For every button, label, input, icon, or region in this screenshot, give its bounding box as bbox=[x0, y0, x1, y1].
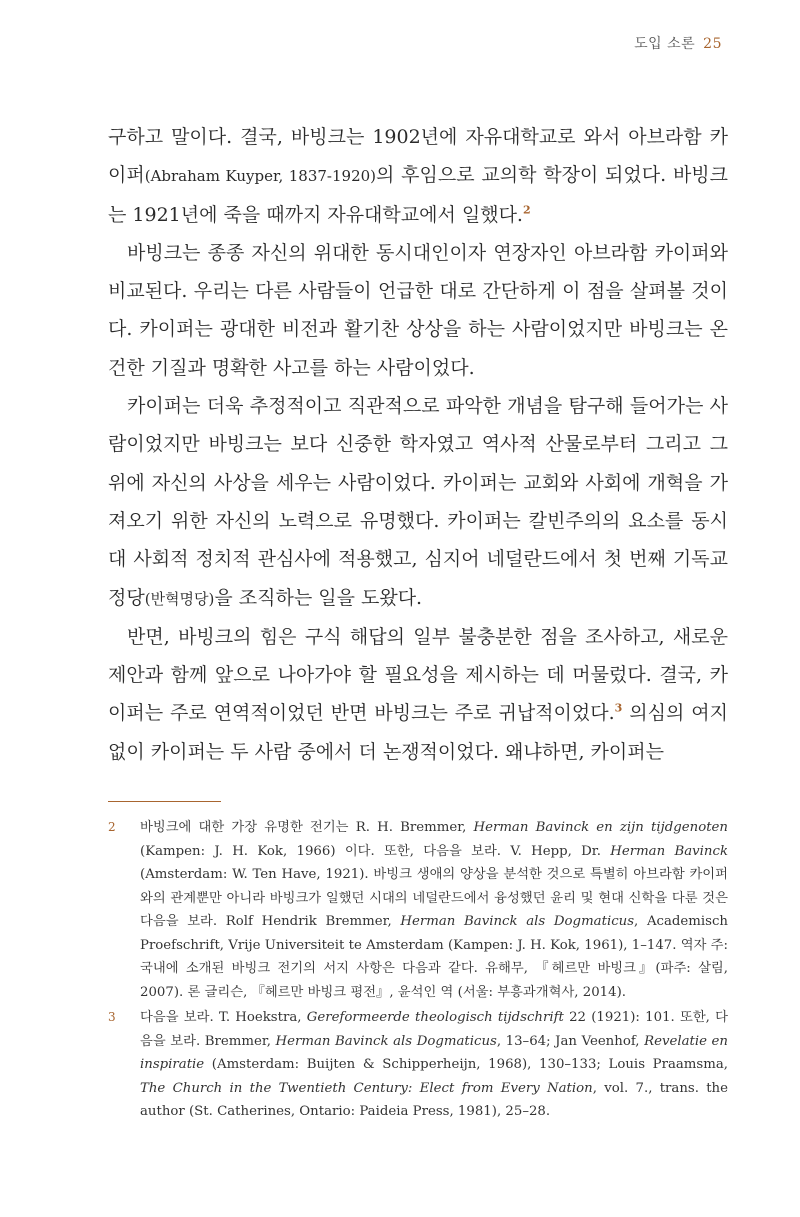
paragraph bbox=[108, 618, 728, 771]
footnotes bbox=[108, 816, 728, 1126]
footnote bbox=[108, 1006, 728, 1124]
footnote-divider bbox=[108, 801, 221, 802]
paragraph-text: 반면, 바빙크의 힘은 구식 해답의 일부 불충분한 점을 조사하고, 새로운 제안과 함께 앞으로 나아가야 할 필요성을 제시하는 데 머물렀다. 결국, 카이퍼는 주로 연역적이었던 반면 바빙크는 주로 귀납적이었다. bbox=[108, 625, 728, 725]
paragraph bbox=[108, 387, 728, 618]
main-text bbox=[108, 118, 728, 771]
footnote-number: 3 bbox=[108, 1010, 116, 1024]
running-header bbox=[634, 33, 722, 53]
footnote-ref[interactable]: 2 bbox=[522, 203, 531, 217]
chapter-title: 도입 소론 bbox=[634, 36, 696, 52]
paragraph bbox=[108, 118, 728, 234]
footnote bbox=[108, 816, 728, 1004]
footnote-ref[interactable]: 3 bbox=[614, 702, 623, 716]
paragraph-text: 카이퍼는 더욱 추정적이고 직관적으로 파악한 개념을 탐구해 들어가는 사람이었지만 바빙크는 보다 신중한 학자였고 역사적 산물로부터 그리고 그 위에 자신의 사상을 세우는 사람이었다. 카이퍼는 교회와 사회에 개혁을 가져오기 위한 자신의 노력으로 유명했다. 카이퍼는 칼빈주의의 요소를 동시대 사회적 정치적 관심사에 적용했고, 심지어 네덜란드에서 첫 번째 기독교 정당 bbox=[108, 395, 728, 609]
paragraph-text: 구하고 말이다. 결국, 바빙크는 1902년에 자유대학교로 와서 아브라함 카이퍼 bbox=[108, 126, 728, 187]
footnote-text: 바빙크에 대한 가장 유명한 전기는 R. H. Bremmer, Herman Bavinck en zijn tijdgenoten (Kampen: J. H. Kok, 1966) 이다. 또한, 다음을 보라. V. Hepp, Dr. Herman Bavinck (Amsterdam: W. Ten Have, 1921). 바빙크 생애의 양상을 분석한 것으로 특별히 아브라함 카이퍼와의 관계뿐만 아니라 바빙크가 일했던 시대의 네덜란드에서 융성했던 윤리 및 현대 신학을 다룬 것은 다음을 보라. Rolf Hendrik Bremmer, Herman Bavinck als Dogmaticus, Academisch Proefschrift, Vrije Universiteit te Amsterdam (Kampen: J. H. Kok, 1961), 1–147. 역자 주: 국내에 소개된 바빙크 전기의 서지 사항은 다음과 같다. 유해무, 『헤르만 바빙크』(파주: 살림, 2007). 론 글리슨, 『헤르만 바빙크 평전』, 윤석인 역 (서울: 부흥과개혁사, 2014). bbox=[140, 820, 729, 1000]
footnote-number: 2 bbox=[108, 820, 116, 834]
paragraph-text: 의 후임으로 교의학 학장이 되었다. 바빙크는 1921년에 죽을 때까지 자유대학교에서 일했다. bbox=[108, 164, 729, 226]
paragraph-text: 을 조직하는 일을 도왔다. bbox=[214, 586, 423, 609]
paragraph bbox=[108, 234, 728, 387]
footnote-text: 다음을 보라. T. Hoekstra, Gereformeerde theologisch tijdschrift 22 (1921): 101. 또한, 다음을 보라. Bremmer, Herman Bavinck als Dogmaticus, 13–64; Jan Veenhof, Revelatie en inspiratie (Amsterdam: Buijten & Schipperheijn, 1968), 130–133; Louis Praamsma, The Church in the Twentieth Century: Elect from Every Nation, vol. 7., trans. the author (St. Catherines, Ontario: Paideia Press, 1981), 25–28. bbox=[140, 1010, 728, 1119]
paragraph-text: 바빙크는 종종 자신의 위대한 동시대인이자 연장자인 아브라함 카이퍼와 비교된다. 우리는 다른 사람들이 언급한 대로 간단하게 이 점을 살펴볼 것이다. 카이퍼는 광대한 비전과 활기찬 상상을 하는 사람이었지만 바빙크는 온건한 기질과 명확한 사고를 하는 사람이었다. bbox=[108, 241, 728, 379]
paragraph-text: 의심의 여지 없이 카이퍼는 두 사람 중에서 더 논쟁적이었다. 왜냐하면, 카이퍼는 bbox=[108, 702, 728, 763]
inline-note: (반혁명당) bbox=[144, 589, 215, 608]
inline-note: (Abraham Kuyper, 1837-1920) bbox=[144, 167, 377, 186]
page-number: 25 bbox=[703, 36, 722, 52]
